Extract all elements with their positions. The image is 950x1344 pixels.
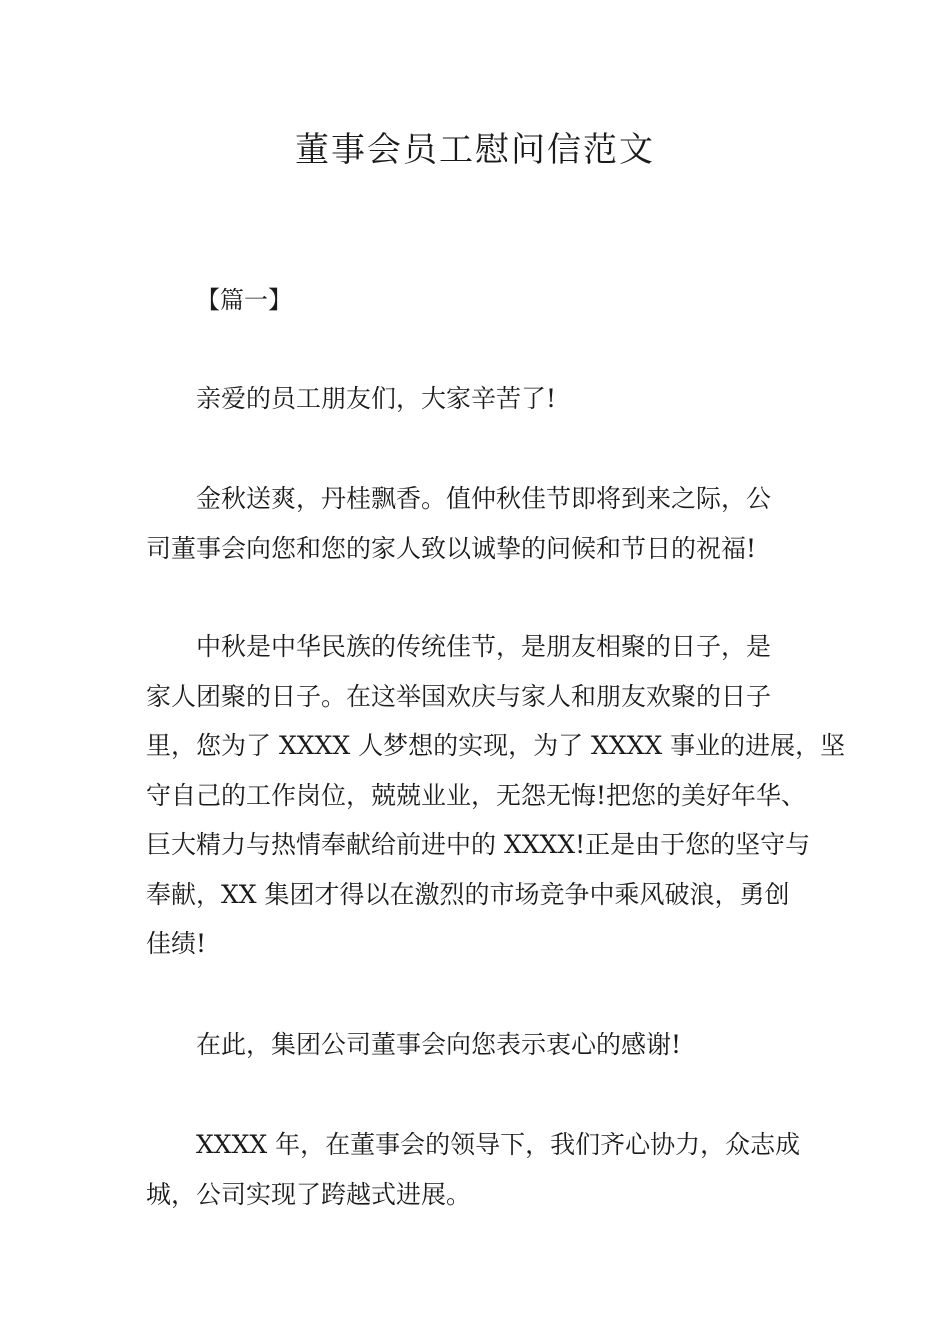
paragraph-line: 守自己的工作岗位，兢兢业业，无怨无悔!把您的美好年华、 — [146, 780, 807, 810]
paragraph-line: 佳绩! — [146, 929, 207, 958]
paragraph-mid-autumn — [146, 622, 846, 969]
paragraph-line: XXXX 年，在董事会的领导下，我们齐心协力，众志成 — [196, 1130, 801, 1159]
paragraph-greeting — [146, 374, 812, 424]
paragraph-progress — [146, 1120, 812, 1219]
document-title: 董事会员工慰问信范文 — [295, 130, 655, 170]
paragraph-line: 城，公司实现了跨越式进展。 — [146, 1179, 472, 1209]
section-label: 【篇一】 — [196, 286, 292, 314]
paragraph-thanks — [146, 1020, 812, 1070]
paragraph-line: 在此，集团公司董事会向您表示衷心的感谢! — [196, 1030, 682, 1059]
paragraph-line: 亲爱的员工朋友们，大家辛苦了! — [196, 384, 557, 413]
paragraph-line: 家人团聚的日子。在这举国欢庆与家人和朋友欢聚的日子 — [146, 681, 772, 711]
paragraph-line: 金秋送爽，丹桂飘香。值仲秋佳节即将到来之际，公 — [196, 484, 772, 513]
paragraph-festival-wishes — [146, 474, 812, 573]
paragraph-line: 司董事会向您和您的家人致以诚挚的问候和节日的祝福! — [146, 533, 757, 563]
paragraph-line: 里，您为了 XXXX 人梦想的实现，为了 XXXX 事业的进展，坚 — [146, 731, 846, 760]
paragraph-line: 中秋是中华民族的传统佳节，是朋友相聚的日子，是 — [196, 632, 772, 661]
paragraph-line: 巨大精力与热情奉献给前进中的 XXXX!正是由于您的坚守与 — [146, 830, 811, 859]
paragraph-line: 奉献，XX 集团才得以在激烈的市场竞争中乘风破浪，勇创 — [146, 879, 790, 909]
